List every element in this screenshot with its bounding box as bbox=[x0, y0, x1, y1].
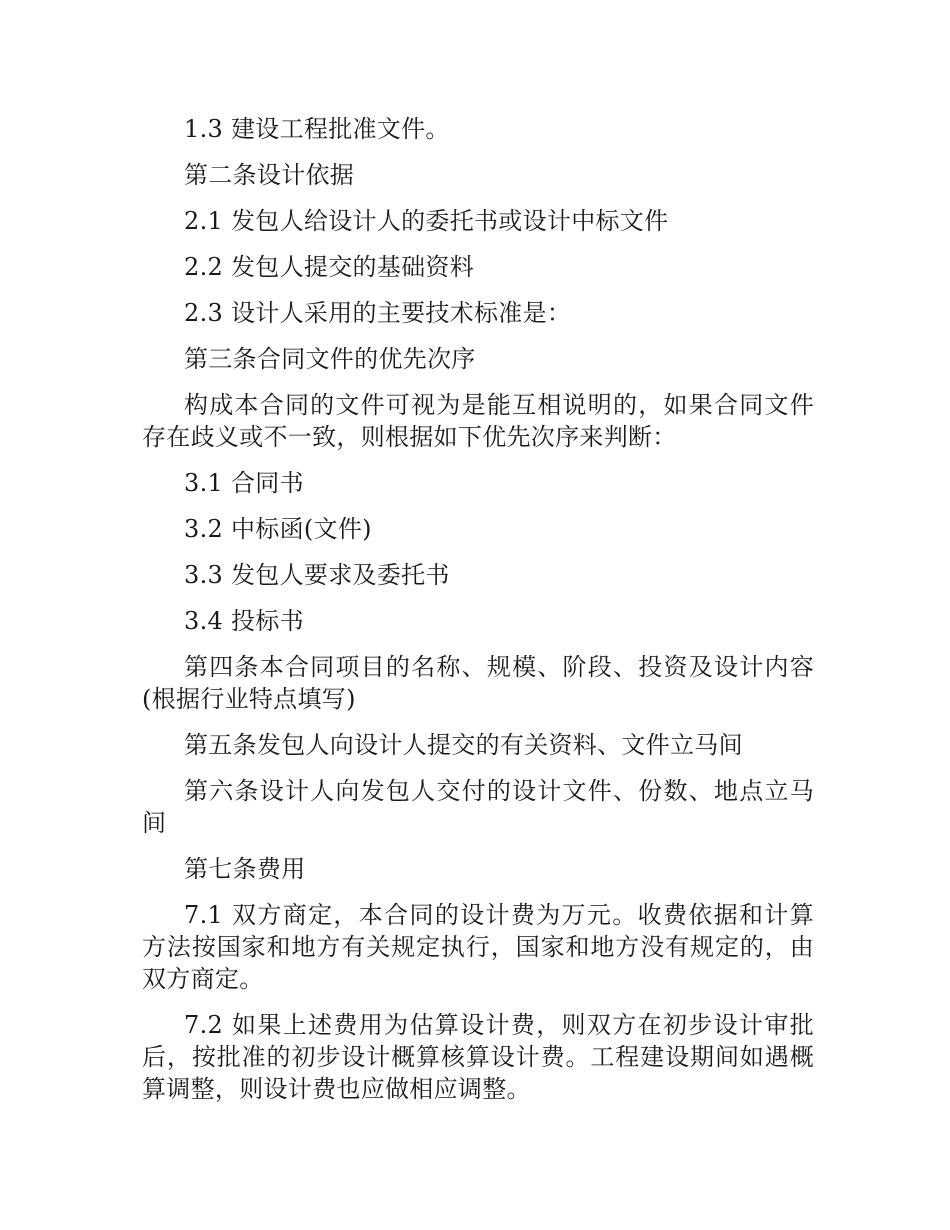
clause-2-2: 2.2 发包人提交的基础资料 bbox=[184, 253, 474, 281]
clause-2-1: 2.1 发包人给设计人的委托书或设计中标文件 bbox=[184, 207, 669, 235]
clause-7-2: 7.2 如果上述费用为估算设计费，则双方在初步设计审批后，按批准的初步设计概算核算设计费。工程建设期间如遇概算调整，则设计费也应做相应调整。 bbox=[142, 1011, 814, 1103]
document-page bbox=[142, 113, 814, 1119]
article-5-heading: 第五条发包人向设计人提交的有关资料、文件立马间 bbox=[184, 731, 743, 759]
clause-3-4: 3.4 投标书 bbox=[184, 607, 304, 635]
article-2-heading: 第二条设计依据 bbox=[184, 161, 355, 189]
clause-2-3: 2.3 设计人采用的主要技术标准是： bbox=[184, 299, 572, 327]
article-4-heading: 第四条本合同项目的名称、规模、阶段、投资及设计内容(根据行业特点填写) bbox=[142, 653, 814, 713]
clause-1-3: 1.3 建设工程批准文件。 bbox=[184, 115, 450, 143]
clause-7-1: 7.1 双方商定，本合同的设计费为万元。收费依据和计算方法按国家和地方有关规定执行，国家和地方没有规定的，由双方商定。 bbox=[142, 901, 814, 993]
article-6-heading: 第六条设计人向发包人交付的设计文件、份数、地点立马间 bbox=[142, 777, 814, 837]
clause-3-2: 3.2 中标函(文件) bbox=[184, 515, 372, 543]
article-3-body: 构成本合同的文件可视为是能互相说明的，如果合同文件存在歧义或不一致，则根据如下优先次序来判断： bbox=[142, 391, 814, 451]
article-7-heading: 第七条费用 bbox=[184, 855, 306, 883]
clause-3-3: 3.3 发包人要求及委托书 bbox=[184, 561, 450, 589]
clause-3-1: 3.1 合同书 bbox=[184, 469, 304, 497]
article-3-heading: 第三条合同文件的优先次序 bbox=[184, 345, 476, 373]
